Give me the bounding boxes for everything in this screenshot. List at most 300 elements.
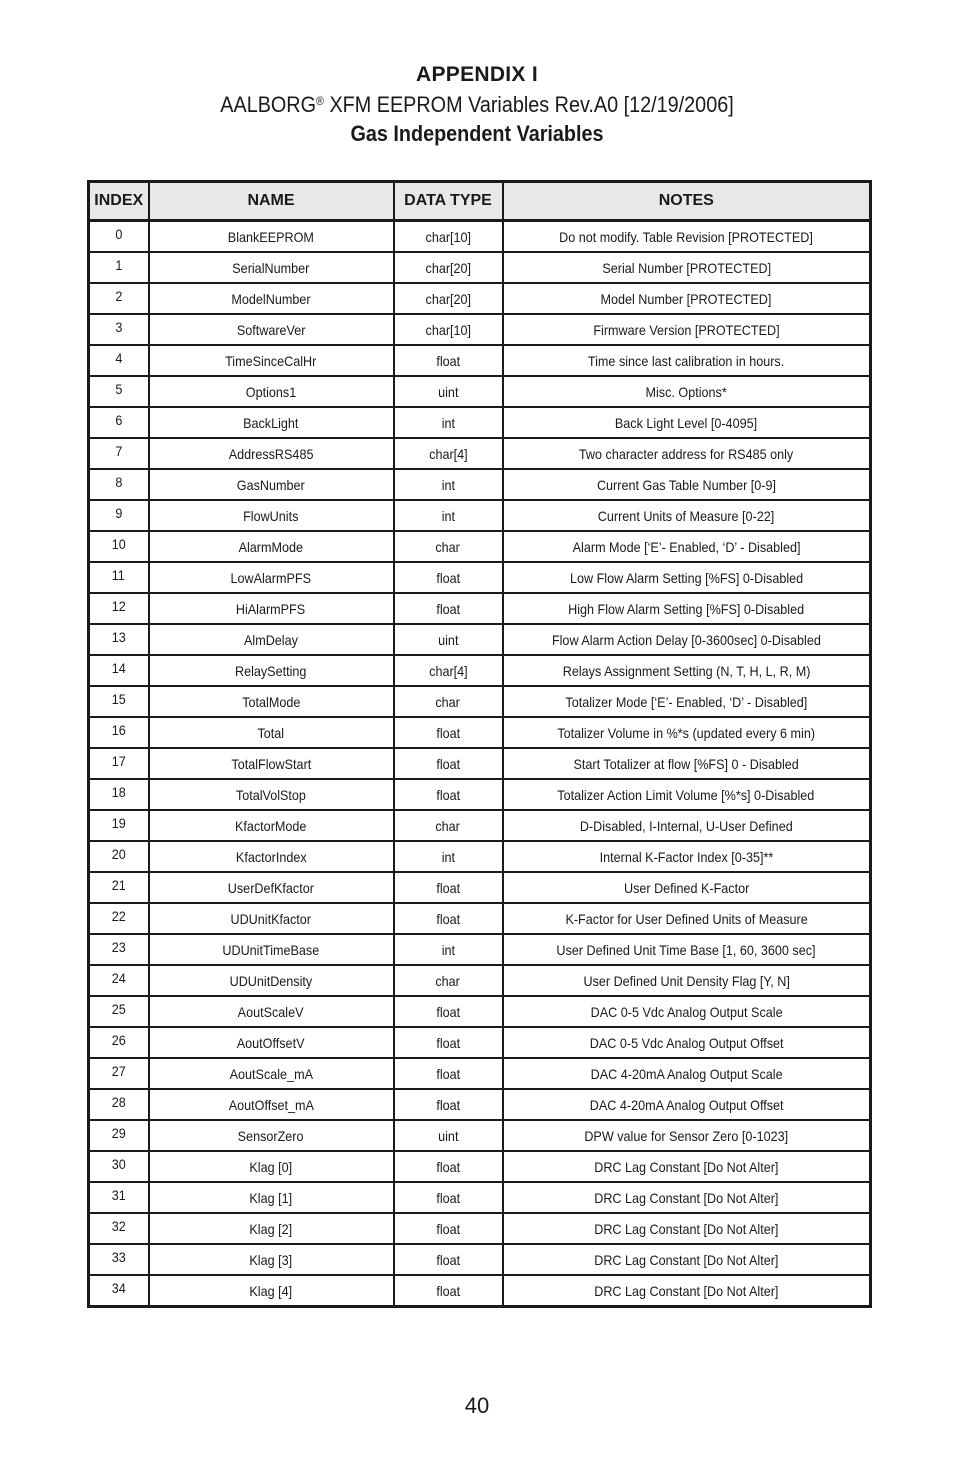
cell-name (149, 717, 394, 748)
cell-index (89, 655, 149, 686)
cell-index-text: 3 (115, 318, 123, 335)
cell-notes (503, 841, 871, 872)
cell-data-type (394, 1275, 503, 1307)
cell-notes-text: Flow Alarm Action Delay [0-3600sec] 0-Disabled (551, 631, 821, 648)
cell-index-text: 15 (111, 690, 126, 707)
cell-index (89, 593, 149, 624)
cell-index-text: 1 (115, 256, 123, 273)
table-header-row (89, 182, 871, 221)
table-row (89, 810, 871, 841)
table-row (89, 469, 871, 500)
cell-data-type (394, 500, 503, 531)
cell-data-type (394, 469, 503, 500)
cell-name (149, 283, 394, 314)
cell-name-text: KfactorMode (235, 817, 307, 834)
cell-index (89, 1058, 149, 1089)
cell-data-type-text: float (436, 879, 460, 896)
cell-index-text: 8 (115, 473, 123, 490)
cell-notes-text: Low Flow Alarm Setting [%FS] 0-Disabled (569, 569, 803, 586)
cell-data-type-text: int (441, 414, 455, 431)
cell-data-type (394, 996, 503, 1027)
cell-name-text: TimeSinceCalHr (225, 352, 317, 369)
cell-data-type-text: int (441, 848, 455, 865)
cell-notes (503, 965, 871, 996)
cell-notes-text: Alarm Mode [‘E’- Enabled, ‘D’ - Disabled] (572, 538, 801, 555)
cell-index-text: 30 (111, 1155, 126, 1172)
cell-notes-text: Model Number [PROTECTED] (600, 290, 772, 307)
cell-data-type (394, 531, 503, 562)
cell-name (149, 872, 394, 903)
section-subtitle: Gas Independent Variables (350, 121, 604, 146)
table-row (89, 717, 871, 748)
cell-data-type (394, 841, 503, 872)
cell-notes-text: Start Totalizer at flow [%FS] 0 - Disabled (573, 755, 799, 772)
cell-data-type (394, 345, 503, 376)
cell-name (149, 779, 394, 810)
cell-data-type-text: float (436, 600, 460, 617)
cell-notes (503, 748, 871, 779)
cell-data-type-text: uint (437, 631, 459, 648)
table-row (89, 1213, 871, 1244)
cell-notes (503, 221, 871, 253)
cell-index (89, 965, 149, 996)
cell-data-type (394, 779, 503, 810)
cell-data-type-text: float (436, 569, 460, 586)
cell-index-text: 16 (111, 721, 126, 738)
cell-index (89, 779, 149, 810)
cell-index (89, 748, 149, 779)
table-row (89, 748, 871, 779)
cell-data-type (394, 965, 503, 996)
cell-notes (503, 1089, 871, 1120)
cell-index (89, 221, 149, 253)
column-header-notes: NOTES (503, 182, 871, 221)
cell-data-type (394, 376, 503, 407)
cell-name-text: Klag [1] (249, 1189, 293, 1206)
cell-index-text: 26 (111, 1031, 126, 1048)
cell-name (149, 1089, 394, 1120)
cell-index (89, 531, 149, 562)
cell-data-type-text: char[4] (428, 662, 468, 679)
table-row (89, 934, 871, 965)
cell-data-type-text: uint (437, 1127, 459, 1144)
cell-notes (503, 314, 871, 345)
cell-name-text: ModelNumber (231, 290, 311, 307)
cell-notes (503, 438, 871, 469)
cell-index (89, 1120, 149, 1151)
cell-notes-text: Current Units of Measure [0-22] (598, 507, 775, 524)
cell-notes-text: Misc. Options* (645, 383, 727, 400)
cell-index-text: 28 (111, 1093, 126, 1110)
cell-name (149, 221, 394, 253)
cell-notes (503, 779, 871, 810)
cell-index-text: 23 (111, 938, 126, 955)
cell-data-type-text: float (436, 1003, 460, 1020)
cell-name-text: UDUnitDensity (229, 972, 313, 989)
column-header-index: INDEX (89, 182, 149, 221)
cell-data-type (394, 252, 503, 283)
cell-data-type-text: char (435, 817, 461, 834)
cell-name (149, 1151, 394, 1182)
cell-data-type (394, 314, 503, 345)
cell-name-text: AlarmMode (238, 538, 304, 555)
cell-notes-text: DRC Lag Constant [Do Not Alter] (594, 1251, 779, 1268)
table-row (89, 965, 871, 996)
cell-index-text: 10 (111, 535, 126, 552)
table-row (89, 1275, 871, 1307)
appendix-heading: APPENDIX I (415, 63, 539, 86)
cell-data-type-text: float (436, 1096, 460, 1113)
cell-notes (503, 1027, 871, 1058)
column-header-data-type: DATA TYPE (394, 182, 503, 221)
cell-data-type-text: char[10] (425, 228, 471, 245)
cell-data-type-text: float (436, 1189, 460, 1206)
cell-index (89, 841, 149, 872)
cell-data-type (394, 655, 503, 686)
cell-index (89, 500, 149, 531)
cell-index-text: 14 (111, 659, 126, 676)
cell-notes (503, 810, 871, 841)
table-row (89, 438, 871, 469)
cell-notes-text: Back Light Level [0-4095] (615, 414, 758, 431)
cell-index (89, 717, 149, 748)
cell-index (89, 810, 149, 841)
table-row (89, 841, 871, 872)
table-row (89, 345, 871, 376)
cell-notes-text: Current Gas Table Number [0-9] (596, 476, 776, 493)
cell-notes-text: User Defined Unit Density Flag [Y, N] (583, 972, 790, 989)
table-row (89, 531, 871, 562)
table-row (89, 283, 871, 314)
cell-name-text: HiAlarmPFS (236, 600, 306, 617)
cell-notes-text: DRC Lag Constant [Do Not Alter] (594, 1158, 779, 1175)
cell-index (89, 438, 149, 469)
cell-notes (503, 996, 871, 1027)
cell-name-text: SensorZero (238, 1127, 304, 1144)
cell-name (149, 748, 394, 779)
cell-notes (503, 1213, 871, 1244)
cell-data-type-text: int (441, 507, 455, 524)
cell-name-text: BackLight (243, 414, 299, 431)
cell-notes (503, 624, 871, 655)
cell-notes (503, 252, 871, 283)
cell-name-text: AoutOffset_mA (228, 1096, 314, 1113)
cell-name-text: GasNumber (237, 476, 305, 493)
table-row (89, 1120, 871, 1151)
cell-data-type-text: float (436, 786, 460, 803)
cell-name-text: Options1 (245, 383, 297, 400)
cell-name (149, 593, 394, 624)
registered-mark: ® (316, 94, 324, 108)
cell-index-text: 20 (111, 845, 126, 862)
cell-notes-text: DRC Lag Constant [Do Not Alter] (594, 1189, 779, 1206)
table-body (89, 221, 871, 1307)
cell-notes (503, 469, 871, 500)
cell-data-type (394, 810, 503, 841)
cell-notes-text: Internal K-Factor Index [0-35]** (599, 848, 774, 865)
cell-notes-text: Time since last calibration in hours. (588, 352, 785, 369)
cell-notes-text: Serial Number [PROTECTED] (601, 259, 771, 276)
cell-data-type-text: uint (437, 383, 459, 400)
cell-notes (503, 1275, 871, 1307)
cell-name-text: TotalMode (241, 693, 301, 710)
cell-notes-text: High Flow Alarm Setting [%FS] 0-Disabled (568, 600, 805, 617)
cell-notes (503, 1058, 871, 1089)
cell-name-text: UserDefKfactor (227, 879, 315, 896)
cell-index (89, 903, 149, 934)
cell-notes-text: DRC Lag Constant [Do Not Alter] (594, 1220, 779, 1237)
cell-notes (503, 1244, 871, 1275)
cell-index (89, 345, 149, 376)
table-row (89, 314, 871, 345)
cell-index-text: 31 (111, 1186, 126, 1203)
cell-data-type (394, 407, 503, 438)
cell-notes-text: DAC 4-20mA Analog Output Offset (589, 1096, 784, 1113)
cell-notes-text: DAC 0-5 Vdc Analog Output Offset (589, 1034, 784, 1051)
cell-data-type-text: char[20] (425, 259, 471, 276)
cell-index-text: 29 (111, 1124, 126, 1141)
cell-index (89, 283, 149, 314)
cell-notes (503, 903, 871, 934)
cell-data-type-text: float (436, 1034, 460, 1051)
cell-data-type-text: char[10] (425, 321, 471, 338)
cell-notes (503, 407, 871, 438)
cell-data-type (394, 1213, 503, 1244)
cell-name-text: Klag [4] (249, 1282, 293, 1299)
cell-notes-text: DPW value for Sensor Zero [0-1023] (584, 1127, 789, 1144)
table-row (89, 1182, 871, 1213)
cell-name (149, 841, 394, 872)
cell-notes-text: Do not modify. Table Revision [PROTECTED] (559, 228, 814, 245)
cell-notes-text: Totalizer Volume in %*s (updated every 6 min) (557, 724, 816, 741)
cell-data-type-text: int (441, 941, 455, 958)
cell-index-text: 24 (111, 969, 126, 986)
cell-index-text: 6 (115, 411, 123, 428)
cell-data-type (394, 748, 503, 779)
cell-data-type (394, 1027, 503, 1058)
cell-index (89, 469, 149, 500)
cell-data-type-text: float (436, 724, 460, 741)
cell-data-type (394, 1244, 503, 1275)
cell-index-text: 33 (111, 1248, 126, 1265)
cell-name (149, 810, 394, 841)
cell-notes (503, 686, 871, 717)
cell-notes-text: User Defined K-Factor (623, 879, 749, 896)
cell-data-type (394, 624, 503, 655)
table-row (89, 686, 871, 717)
cell-index-text: 25 (111, 1000, 126, 1017)
cell-index-text: 7 (115, 442, 123, 459)
cell-notes-text: DAC 4-20mA Analog Output Scale (590, 1065, 783, 1082)
cell-name-text: FlowUnits (243, 507, 299, 524)
cell-name (149, 1213, 394, 1244)
cell-name-text: Klag [0] (249, 1158, 293, 1175)
cell-name (149, 996, 394, 1027)
cell-index-text: 5 (115, 380, 123, 397)
cell-notes (503, 283, 871, 314)
cell-index-text: 19 (111, 814, 126, 831)
cell-index (89, 1182, 149, 1213)
cell-notes-text: DAC 0-5 Vdc Analog Output Scale (590, 1003, 783, 1020)
cell-data-type-text: float (436, 1220, 460, 1237)
cell-index-text: 22 (111, 907, 126, 924)
cell-name-text: Total (257, 724, 285, 741)
cell-data-type (394, 1151, 503, 1182)
cell-index-text: 11 (112, 566, 126, 583)
cell-name-text: AoutScale_mA (229, 1065, 313, 1082)
cell-data-type-text: char (435, 972, 461, 989)
cell-name-text: LowAlarmPFS (230, 569, 312, 586)
table-row (89, 1244, 871, 1275)
cell-name (149, 531, 394, 562)
cell-name (149, 562, 394, 593)
cell-name (149, 407, 394, 438)
cell-name-text: UDUnitTimeBase (222, 941, 320, 958)
cell-notes (503, 500, 871, 531)
cell-data-type-text: float (436, 755, 460, 772)
cell-data-type (394, 1182, 503, 1213)
cell-index-text: 34 (111, 1279, 126, 1296)
table-row (89, 779, 871, 810)
cell-data-type (394, 283, 503, 314)
cell-data-type-text: float (436, 1251, 460, 1268)
cell-index (89, 407, 149, 438)
cell-name-text: RelaySetting (235, 662, 307, 679)
cell-name (149, 314, 394, 345)
cell-data-type-text: float (436, 1065, 460, 1082)
cell-notes (503, 562, 871, 593)
page-number: 40 (464, 1393, 490, 1418)
cell-name-text: AoutScaleV (238, 1003, 304, 1020)
cell-index-text: 27 (111, 1062, 126, 1079)
table-row (89, 996, 871, 1027)
eeprom-variables-table (87, 180, 872, 1308)
cell-index (89, 562, 149, 593)
cell-index (89, 376, 149, 407)
cell-name (149, 500, 394, 531)
cell-name (149, 469, 394, 500)
cell-name-text: TotalFlowStart (231, 755, 311, 772)
table-row (89, 1151, 871, 1182)
cell-notes (503, 1151, 871, 1182)
cell-data-type-text: char (435, 538, 461, 555)
cell-name-text: SerialNumber (232, 259, 310, 276)
table-row (89, 1089, 871, 1120)
cell-index (89, 252, 149, 283)
table-row (89, 1058, 871, 1089)
cell-name (149, 965, 394, 996)
cell-data-type (394, 221, 503, 253)
cell-name (149, 1027, 394, 1058)
cell-notes (503, 593, 871, 624)
cell-index (89, 686, 149, 717)
cell-name-text: BlankEEPROM (227, 228, 315, 245)
cell-data-type-text: float (436, 352, 460, 369)
cell-name (149, 655, 394, 686)
cell-name-text: UDUnitKfactor (230, 910, 312, 927)
table-row (89, 624, 871, 655)
cell-name (149, 624, 394, 655)
cell-name-text: Klag [3] (249, 1251, 293, 1268)
cell-index-text: 9 (115, 504, 123, 521)
cell-notes (503, 717, 871, 748)
cell-name-text: TotalVolStop (235, 786, 307, 803)
cell-notes-text: User Defined Unit Time Base [1, 60, 3600 sec] (556, 941, 816, 958)
cell-data-type (394, 872, 503, 903)
table-row (89, 376, 871, 407)
table-row (89, 407, 871, 438)
table-row (89, 221, 871, 253)
cell-index (89, 872, 149, 903)
cell-index-text: 12 (111, 597, 126, 614)
cell-data-type (394, 438, 503, 469)
cell-notes-text: Totalizer Action Limit Volume [%*s] 0-Disabled (557, 786, 815, 803)
cell-index-text: 13 (111, 628, 126, 645)
cell-index (89, 996, 149, 1027)
cell-notes-text: Two character address for RS485 only (579, 445, 794, 462)
cell-data-type (394, 903, 503, 934)
cell-notes-text: Relays Assignment Setting (N, T, H, L, R, M) (562, 662, 811, 679)
cell-name (149, 903, 394, 934)
cell-name-text: AlmDelay (244, 631, 298, 648)
cell-index-text: 0 (115, 225, 123, 242)
document-title (48, 92, 907, 118)
cell-index-text: 32 (111, 1217, 126, 1234)
cell-name (149, 1058, 394, 1089)
table-row (89, 872, 871, 903)
cell-name (149, 1275, 394, 1307)
cell-data-type (394, 593, 503, 624)
table-row (89, 252, 871, 283)
cell-data-type (394, 562, 503, 593)
cell-name (149, 934, 394, 965)
cell-notes (503, 376, 871, 407)
cell-notes (503, 1120, 871, 1151)
cell-notes-text: Firmware Version [PROTECTED] (593, 321, 780, 338)
cell-name (149, 252, 394, 283)
cell-index-text: 21 (111, 876, 126, 893)
cell-data-type-text: float (436, 1158, 460, 1175)
cell-notes (503, 531, 871, 562)
cell-data-type-text: float (436, 910, 460, 927)
cell-index (89, 1089, 149, 1120)
table-row (89, 903, 871, 934)
cell-notes-text: DRC Lag Constant [Do Not Alter] (594, 1282, 779, 1299)
cell-index (89, 1213, 149, 1244)
cell-data-type (394, 717, 503, 748)
cell-data-type-text: char (435, 693, 461, 710)
cell-index-text: 18 (111, 783, 126, 800)
cell-notes (503, 872, 871, 903)
cell-name (149, 686, 394, 717)
cell-name (149, 1120, 394, 1151)
cell-index-text: 4 (115, 349, 123, 366)
cell-name-text: SoftwareVer (236, 321, 306, 338)
cell-name-text: Klag [2] (249, 1220, 293, 1237)
cell-name (149, 376, 394, 407)
table-row (89, 655, 871, 686)
cell-notes-text: Totalizer Mode [‘E’- Enabled, ‘D’ - Disabled] (565, 693, 808, 710)
table-row (89, 500, 871, 531)
cell-name-text: AoutOffsetV (237, 1034, 305, 1051)
cell-notes (503, 345, 871, 376)
table-row (89, 562, 871, 593)
cell-data-type-text: int (441, 476, 455, 493)
cell-name (149, 438, 394, 469)
cell-name (149, 1244, 394, 1275)
cell-data-type-text: char[20] (425, 290, 471, 307)
column-header-name: NAME (149, 182, 394, 221)
